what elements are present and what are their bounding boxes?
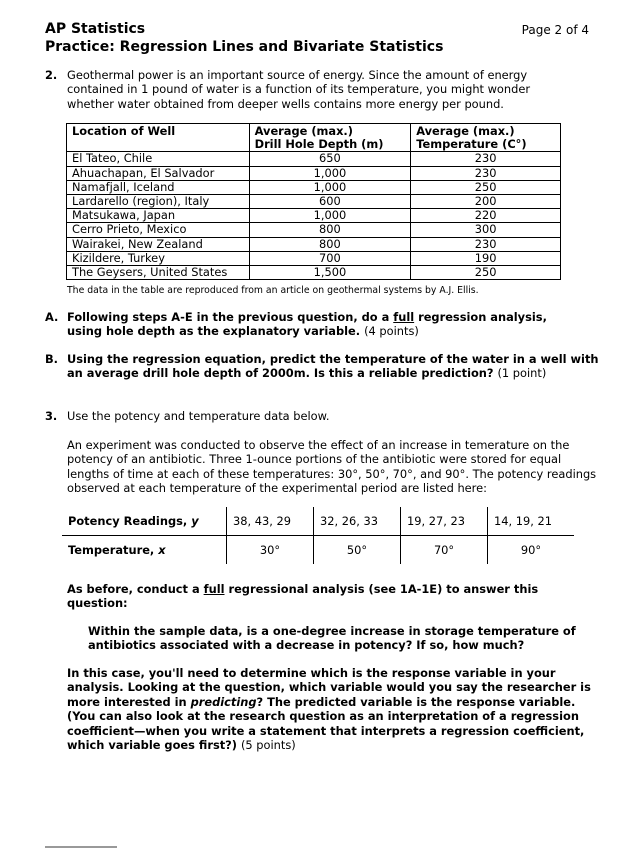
- table-row: El Tateo, Chile 650 230: [67, 152, 561, 166]
- question-2-part-a: A. Following steps A-E in the previous question, do a full regression analysis, using hole depth as the explanatory variable. (4 points): [45, 310, 547, 339]
- part-label: A.: [45, 310, 59, 324]
- course-title: AP Statistics: [45, 21, 146, 37]
- header-depth: Average (max.) Drill Hole Depth (m): [249, 124, 411, 152]
- geothermal-wells-table: [66, 123, 561, 280]
- worksheet-title: Practice: Regression Lines and Bivariate Statistics: [45, 39, 444, 55]
- question-2-part-b: B. Using the regression equation, predict the temperature of the water in a well with an average drill hole depth of 2000m. Is this a reliable prediction? (1 point): [45, 352, 599, 381]
- table-source-note: The data in the table are reproduced from an article on geothermal systems by A.J. Ellis.: [67, 285, 479, 296]
- part-label: B.: [45, 352, 59, 366]
- question-number: 2.: [45, 68, 58, 82]
- table-row: Ahuachapan, El Salvador 1,000 230: [67, 166, 561, 180]
- table-row: Kizildere, Turkey 700 190: [67, 251, 561, 265]
- table-row: Lardarello (region), Italy 600 200: [67, 195, 561, 209]
- table-row: The Geysers, United States 1,500 250: [67, 266, 561, 280]
- points-label: (4 points): [364, 324, 419, 339]
- emphasis-full: full: [393, 310, 415, 324]
- table-row: Wairakei, New Zealand 800 230: [67, 237, 561, 251]
- potency-temperature-table: [62, 507, 574, 564]
- emphasis-full: full: [203, 582, 225, 596]
- question-3-instruction: As before, conduct a full regressional analysis (see 1A-1E) to answer this question:: [67, 582, 539, 611]
- table-row: Matsukawa, Japan 1,000 220: [67, 209, 561, 223]
- question-2-intro: Geothermal power is an important source of energy. Since the amount of energy contained in 1 pound of water is a function of its temperature, you might wonder whether water obtained from deeper wells contains more energy per pound.: [67, 68, 531, 111]
- potency-label: Potency Readings, y: [62, 507, 227, 536]
- question-number: 3.: [45, 409, 58, 423]
- header-temperature: Average (max.) Temperature (C°): [411, 124, 561, 152]
- header-location: Location of Well: [67, 124, 250, 152]
- page-indicator: Page 2 of 4: [521, 23, 589, 37]
- temperature-label: Temperature, x: [68, 543, 166, 557]
- table-row: Cerro Prieto, Mexico 800 300: [67, 223, 561, 237]
- question-2: [45, 68, 565, 111]
- question-3: [45, 409, 595, 423]
- emphasis-predicting: predicting: [190, 694, 257, 709]
- question-3-description: An experiment was conducted to observe the effect of an increase in temerature on the potency of an antibiotic. Three 1-ounce portions of the antibiotic were stored for equal lengths of time at each of these temperatures: 30°, 50°, 70°, and 90°. The potency readings observed at each temperature of the experimental period are listed here:: [67, 438, 597, 496]
- question-3-research-question: Within the sample data, is a one-degree increase in storage temperature of antibiotics associated with a decrease in potency? If so, how much?: [88, 624, 576, 653]
- temperature-row: Temperature, x 30° 50° 70° 90°: [62, 536, 574, 565]
- potency-row: Potency Readings, y 38, 43, 29 32, 26, 33 19, 27, 23 14, 19, 21: [62, 507, 574, 536]
- table-row: Namafjall, Iceland 1,000 250: [67, 180, 561, 194]
- points-label: (1 point): [497, 366, 547, 381]
- question-3-note: In this case, you'll need to determine which is the response variable in your analysis. Looking at the question, which variable would you say the researcher is more interested in predicting? The predicted variable is the response variable. (You can also look at the research question as an interpretation of a regression coefficient—when you write a statement that interprets a regression coefficient, which variable goes first?) (5 points): [67, 666, 591, 753]
- points-label: (5 points): [240, 738, 296, 753]
- question-3-intro: Use the potency and temperature data below.: [67, 409, 330, 423]
- table-header-row: [67, 124, 561, 152]
